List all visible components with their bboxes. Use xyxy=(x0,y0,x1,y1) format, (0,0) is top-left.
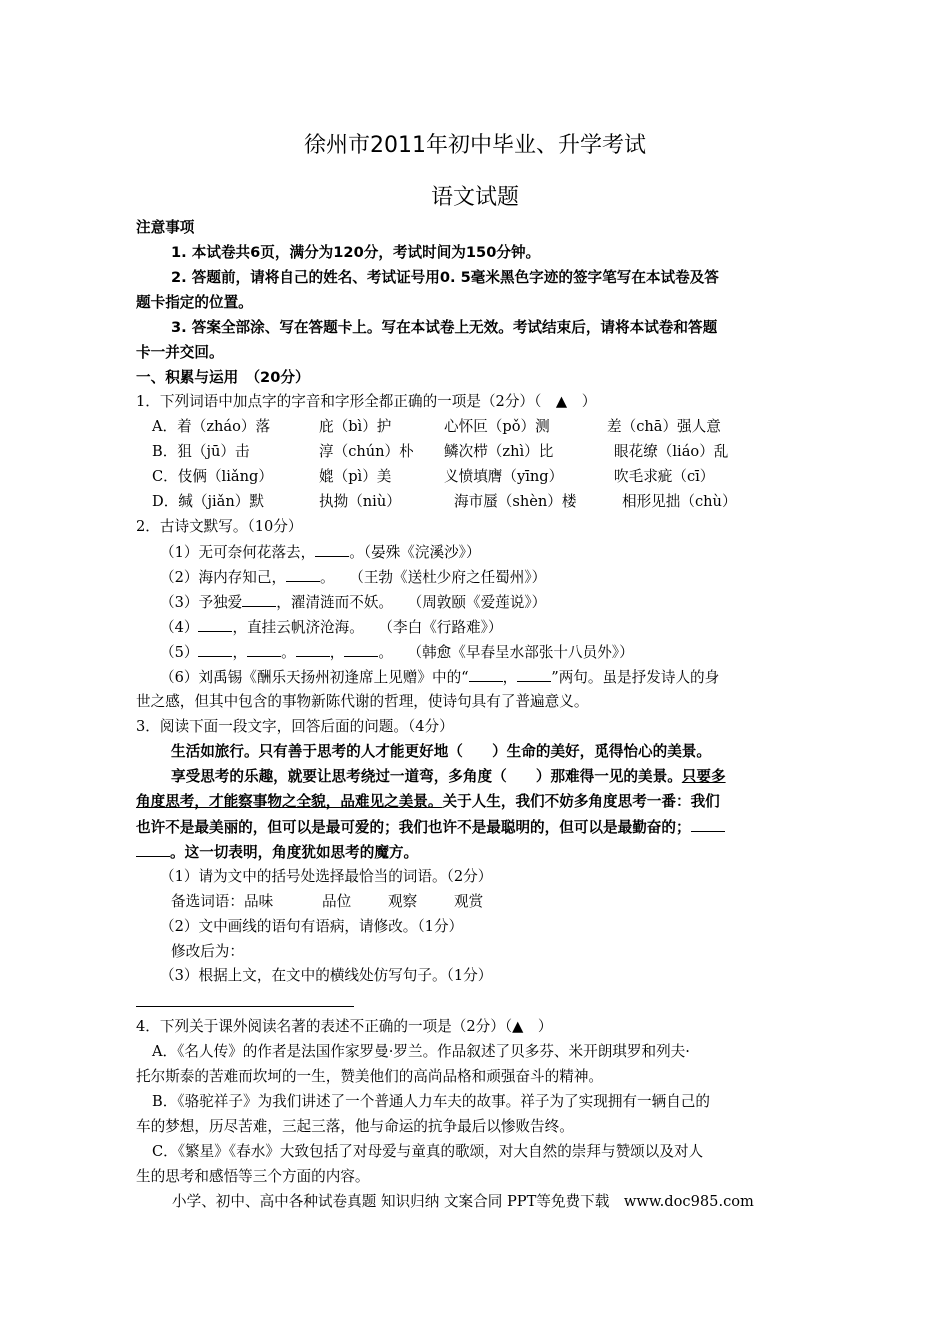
q1-b-word-1: B．狙（jū）击 xyxy=(152,443,250,460)
q2-item-6 xyxy=(160,667,719,688)
q2-item-5-blank-3[interactable] xyxy=(296,642,330,657)
q2-item-6-comma: ， xyxy=(502,669,518,686)
notice-item-2-cont: 题卡指定的位置。 xyxy=(136,294,253,311)
q2-item-2-blank[interactable] xyxy=(286,567,320,582)
notice-heading: 注意事项 xyxy=(136,219,195,236)
q2-item-6-blank-1[interactable] xyxy=(469,667,503,682)
notice-item-3: 3. 答案全部涂、写在答题卡上。写在本试卷上无效。考试结束后，请将本试卷和答题 xyxy=(171,319,718,336)
notice-item-2: 2. 答题前，请将自己的姓名、考试证号用0. 5毫米黑色字迹的签字笔写在本试卷及答 xyxy=(171,269,719,286)
q3-underlined-start: 只要多 xyxy=(681,768,726,785)
notice-item-1: 1. 本试卷共6页，满分为120分，考试时间为150分钟。 xyxy=(171,244,541,261)
q2-item-1 xyxy=(160,542,481,563)
q2-item-5-blank-2[interactable] xyxy=(247,642,281,657)
q3-sub-2-answer-label: 修改后为： xyxy=(171,943,244,960)
exam-title: 徐州市2011年初中毕业、升学考试 xyxy=(304,133,646,158)
q4-option-c-cont: 生的思考和感悟等三个方面的内容。 xyxy=(136,1168,370,1185)
q4-option-c: C．《繁星》《春水》大致包括了对母爱与童真的歌颂，对大自然的崇拜与赞颂以及对人 xyxy=(152,1143,704,1160)
q1-b-word-2: 淳（chún）朴 xyxy=(319,443,414,460)
q1-c-word-2: 媲（pì）美 xyxy=(319,468,392,485)
q4-stem: 4．下列关于课外阅读名著的表述不正确的一项是（2分）（▲ ） xyxy=(136,1018,553,1035)
q2-item-5-blank-1[interactable] xyxy=(198,642,232,657)
q3-word-4: 观赏 xyxy=(454,893,484,910)
q1-a-word-3: 心怀叵（pǒ）测 xyxy=(444,418,550,435)
q3-p2-text-3: 也许不是最美丽的，但可以是最可爱的；我们也许不是最聪明的，但可以是最勤奋的； xyxy=(136,819,691,836)
q1-d-word-2: 执拗（niù） xyxy=(319,493,401,510)
q2-item-5-comma-1: ， xyxy=(232,644,248,661)
q2-item-1-text: （1）无可奈何花落去， xyxy=(160,544,316,561)
q3-sub-3: （3）根据上文，在文中的横线处仿写句子。（1分） xyxy=(160,967,493,984)
q3-sub-2: （2）文中画线的语句有语病，请修改。（1分） xyxy=(160,918,464,935)
q3-passage-p2-line3 xyxy=(136,817,725,838)
q1-b-word-4: 眼花缭（liáo）乱 xyxy=(614,443,729,460)
page-footer: 小学、初中、高中各种试卷真题 知识归纳 文案合同 PPT等免费下载 www.doc985.com xyxy=(172,1193,754,1210)
q4-option-a-cont: 托尔斯泰的苦难而坎坷的一生，赞美他们的高尚品格和顽强奋斗的精神。 xyxy=(136,1068,604,1085)
q1-c-word-1: C．伎俩（liǎng） xyxy=(152,468,273,485)
q2-item-6-text-2: ”两句。虽是抒发诗人的身 xyxy=(551,669,720,686)
q3-word-3: 观察 xyxy=(388,893,418,910)
q3-p2-text: 享受思考的乐趣，就要让思考绕过一道弯，多角度（ ）那难得一见的美景。 xyxy=(171,768,682,785)
q3-blank-2[interactable] xyxy=(136,842,170,857)
q2-item-4 xyxy=(160,617,502,638)
q2-item-6-blank-2[interactable] xyxy=(517,667,551,682)
q2-item-6-text: （6）刘禹锡《酬乐天扬州初逢席上见赠》中的“ xyxy=(160,669,469,686)
q1-c-word-3: 义愤填膺（yīng） xyxy=(444,468,564,485)
q2-item-4-source: ，直挂云帆济沧海。 （李白《行路难》） xyxy=(232,619,503,636)
q2-item-2 xyxy=(160,567,546,588)
q1-a-word-1: A．着（zháo）落 xyxy=(152,418,271,435)
q3-word-2: 品位 xyxy=(322,893,352,910)
q1-b-word-3: 鳞次栉（zhì）比 xyxy=(444,443,554,460)
q2-item-3-source: ，濯清涟而不妖。 （周敦颐《爱莲说》） xyxy=(276,594,547,611)
q4-option-b: B．《骆驼祥子》为我们讲述了一个普通人力车夫的故事。祥子为了实现拥有一辆自己的 xyxy=(152,1093,710,1110)
q3-blank-1[interactable] xyxy=(691,817,725,832)
q3-passage-p2-line2 xyxy=(136,792,720,812)
q3-stem: 3．阅读下面一段文字，回答后面的问题。（4分） xyxy=(136,718,454,735)
q2-item-2-text: （2）海内存知己， xyxy=(160,569,287,586)
q2-item-3 xyxy=(160,592,546,613)
q2-item-1-source: 。（晏殊《浣溪沙》） xyxy=(349,544,481,561)
q3-passage-p1: 生活如旅行。只有善于思考的人才能更好地（ ）生命的美好，觅得怡心的美景。 xyxy=(171,743,711,760)
q3-p2-text-4: 。这一切表明，角度犹如思考的魔方。 xyxy=(170,844,419,861)
q1-a-word-4: 差（chā）强人意 xyxy=(607,418,721,435)
q2-item-3-blank[interactable] xyxy=(242,592,276,607)
q3-p2-text-2: 关于人生，我们不妨多角度思考一番：我们 xyxy=(442,793,720,810)
q3-passage-p2-line4 xyxy=(136,842,418,863)
q2-item-5 xyxy=(160,642,634,663)
q2-item-5-source: 。 （韩愈《早春呈水部张十八员外》） xyxy=(378,644,634,661)
notice-item-3-cont: 卡一并交回。 xyxy=(136,344,224,361)
q2-stem: 2．古诗文默写。（10分） xyxy=(136,518,303,535)
q2-item-4-text: （4） xyxy=(160,619,199,636)
q3-passage-p2-line1 xyxy=(171,767,726,787)
q1-stem: 1．下列词语中加点字的字音和字形全都正确的一项是（2分）（ ▲ ） xyxy=(136,393,597,410)
q1-d-word-1: D．缄（jiǎn）默 xyxy=(152,493,264,510)
q1-a-word-2: 庇（bì）护 xyxy=(319,418,392,435)
q3-words-label: 备选词语：品味 xyxy=(171,893,274,910)
q2-item-3-text: （3）予独爱 xyxy=(160,594,243,611)
q3-sub-1: （1）请为文中的括号处选择最恰当的词语。（2分） xyxy=(160,868,493,885)
q3-underlined-sentence: 角度思考，才能察事物之全貌，品难见之美景。 xyxy=(136,793,443,810)
q2-item-5-period-1: 。 xyxy=(281,644,296,661)
page-divider xyxy=(136,1006,354,1007)
q2-item-5-blank-4[interactable] xyxy=(344,642,378,657)
q2-item-5-comma-2: ， xyxy=(329,644,345,661)
q4-option-b-cont: 车的梦想，历尽苦难，三起三落，他与命运的抗争最后以惨败告终。 xyxy=(136,1118,574,1135)
q2-item-4-blank[interactable] xyxy=(198,617,232,632)
q1-d-word-3: 海市蜃（shèn）楼 xyxy=(454,493,577,510)
q2-item-6-cont: 世之感，但其中包含的事物新陈代谢的哲理，使诗句具有了普遍意义。 xyxy=(136,693,589,710)
q4-option-a: A．《名人传》的作者是法国作家罗曼·罗兰。作品叙述了贝多芬、米开朗琪罗和列夫· xyxy=(152,1043,690,1060)
q2-item-5-label: （5） xyxy=(160,644,199,661)
q1-c-word-4: 吹毛求疵（cī） xyxy=(614,468,715,485)
q1-d-word-4: 相形见拙（chù） xyxy=(622,493,737,510)
q2-item-2-source: 。 （王勃《送杜少府之任蜀州》） xyxy=(320,569,547,586)
section-heading: 一、积累与运用 （20分） xyxy=(136,369,310,386)
q2-item-1-blank[interactable] xyxy=(315,542,349,557)
exam-subtitle: 语文试题 xyxy=(430,185,519,210)
